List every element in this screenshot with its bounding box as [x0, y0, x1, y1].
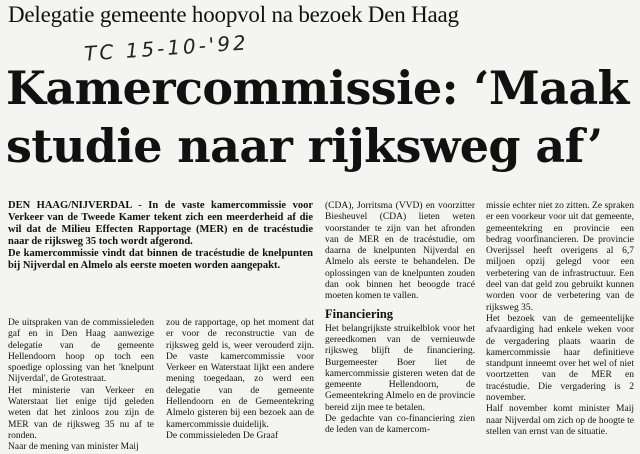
handwritten-date-note: TC 15-10-'92	[83, 30, 250, 66]
paragraph: Het bezoek van de gemeentelijke afvaardiging had enkele weken voor de vergadering plaats waarin de kamercommissie haar definitieve standpunt inneemt over het wel of niet voortzetten van de MER en tracéstudie. Die vergadering is 2 november.	[486, 313, 634, 404]
article-column-4	[486, 201, 634, 438]
paragraph: De uitspraken van de commissieleden gaf en in Den Haag aanwezige delegatie van de gemeente Hellendoorn hoop op toch een spoedige oplossing van het 'knelpunt Nijverdal', de Grotestraat.	[8, 318, 154, 385]
subheading: Financiering	[325, 306, 394, 321]
headline-line-2: studie naar rijksweg af’	[6, 119, 603, 173]
intro-block	[8, 200, 313, 273]
intro-paragraph-2: De kamercommissie vindt dat binnen de tracéstudie de knelpunten bij Nijverdal en Almelo als eerste moeten worden aangepakt.	[8, 248, 313, 272]
paragraph: missie echter niet zo zitten. Ze spraken er een voorkeur voor uit dat gemeente, gemeentekring en provincie een bedrag voorfinancieren. De provincie Overijssel heeft overigens al 6,7 miljoen opzij gelegd voor een verbetering van de infrastructuur. Een deel van dat geld zou gebruikt kunnen worden voor de verbetering van de rijksweg 35.	[486, 201, 634, 313]
paragraph: zou de rapportage, op het moment dat er voor de reconstructie van de rijksweg geld is, weer verouderd zijn. De vaste kamercommissie voor Verkeer en Waterstaat lijkt een andere mening toegedaan, zo werd een delegatie van de gemeente Hellendoorn en de Gemeentekring Almelo gisteren bij een bezoek aan de kamercommissie duidelijk.	[166, 318, 314, 430]
article-column-3	[325, 201, 475, 437]
kicker-headline: Delegatie gemeente hoopvol na bezoek Den Haag	[8, 2, 459, 27]
paragraph: Het ministerie van Verkeer en Waterstaat liet enige tijd geleden weten dat het zinloos zou zijn de MER van de rijksweg 35 nu af te ronden.	[8, 385, 154, 441]
paragraph: (CDA), Jorritsma (VVD) en voorzitter Biesheuvel (CDA) lieten weten voorstander te zijn van het afronden van de MER en de tracéstudie, om daarna de knelpunten Nijverdal en Almelo als eerste te behandelen. De oplossingen van de knelpunten zouden dan ook binnen het beoogde tracé moeten komen te vallen.	[325, 201, 475, 302]
paragraph: Half november komt minister Maij naar Nijverdal om zich op de hoogte te stellen van ernst van de situatie.	[486, 404, 634, 437]
paragraph: Het belangrijkste struikelblok voor het gereedkomen van de vernieuwde rijksweg blijft de financiering. Burgemeester Boer liet de kamercommissie gisteren weten dat de gemeente Hellendoorn, de Gemeentekring Almelo en de provincie bereid zijn mee te betalen.	[325, 323, 475, 413]
article-column-2	[166, 318, 314, 442]
paragraph: De gedachte van co-financiering zien de leden van de kamercom-	[325, 414, 475, 436]
paragraph: De commissieleden De Graaf	[166, 430, 279, 441]
headline-line-1: Kamercommissie: ‘Maak	[6, 61, 629, 115]
intro-paragraph-1: DEN HAAG/NIJVERDAL - In de vaste kamercommissie voor Verkeer van de Tweede Kamer tekent zich een meerderheid af die wil dat de Milieu Effecten Rapportage (MER) en de tracéstudie naar de rijksweg 35 toch wordt afgerond.	[8, 200, 313, 248]
article-column-1	[8, 318, 154, 454]
paragraph: Naar de mening van minister Maij	[8, 442, 139, 453]
